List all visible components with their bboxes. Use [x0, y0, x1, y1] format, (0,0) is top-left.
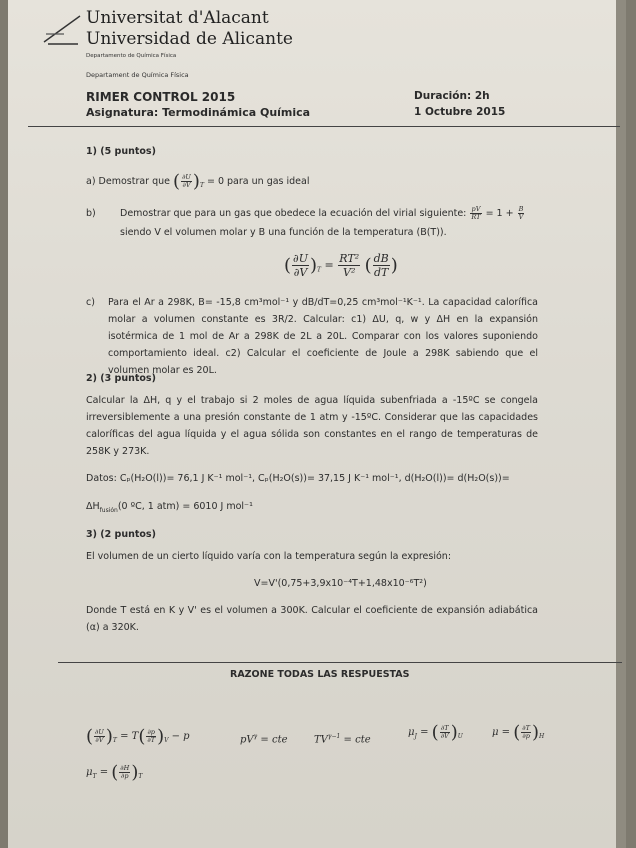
- q3-heading: 3) (2 puntos): [86, 529, 156, 540]
- q1-a-formula: ( $\frac{\partial U}{\partial V}$ )$_T$: [173, 171, 204, 192]
- exam-duration: Duración: 2h: [414, 90, 490, 102]
- formula-adiabatic-pv: $pV^\gamma$ = cte: [240, 733, 288, 746]
- exam-date: 1 Octubre 2015: [414, 106, 506, 118]
- reason-all-answers: RAZONE TODAS LAS RESPUESTAS: [230, 669, 410, 680]
- header-divider: [28, 126, 620, 127]
- q2-text: Calcular la ΔH, q y el trabajo si 2 moles de agua líquida subenfriada a -15ºC se congela irreversiblemente a una presión constante de 1 atm y -15ºC. Considerar que las capacidades caloríficas del agua líquida y el agua sólida son constantes en el rango de temperaturas de 258K y 273K.: [86, 395, 538, 457]
- virial-equation: $\frac{pV}{RT}$: [471, 205, 481, 221]
- q1-c-text: Para el Ar a 298K, B= -15,8 cm³mol⁻¹ y dB/dT=0,25 cm³mol⁻¹K⁻¹. La capacidad calorífica molar a volumen constante es 3R/2. Calcular: c1) ΔU, q, w y ΔH en la expansión isotérmica de 1 mol de Ar a 298K de 2L a 20L. Comparar con los valores suponiendo comportamiento ideal. c2) Calcular el coeficiente de Joule a 298K sabiendo que el volumen molar es 20L.: [108, 297, 538, 376]
- q3-equation: V=V'(0,75+3,9x10⁻⁴T+1,48x10⁻⁶T²): [254, 578, 427, 589]
- exam-subject: Asignatura: Termodinámica Química: [86, 106, 311, 119]
- fusion-subscript: fusión: [99, 507, 118, 514]
- department: Departament de Química Física: [86, 71, 189, 79]
- university-logo: [42, 14, 82, 50]
- formula-joule-coefficient: $\mu_J$ = ( $\frac{\partial T}{\partial V}$ )$_U$: [408, 722, 463, 743]
- q1-b-text2: siendo V el volumen molar y B una función de la temperatura (B(T)).: [120, 227, 447, 238]
- virial-equation-tail: = 1 +: [485, 208, 514, 219]
- q2-data1: Datos: Cₚ(H₂O(l))= 76,1 J K⁻¹ mol⁻¹, Cₚ(H₂O(s))= 37,15 J K⁻¹ mol⁻¹, d(H₂O(l))= d(H₂O(s))=: [86, 473, 510, 484]
- q2-heading: 2) (3 puntos): [86, 373, 156, 384]
- university-name-ca: Universitat d'Alacant: [86, 8, 269, 28]
- q1-a-text: a) Demostrar que: [86, 176, 170, 187]
- q1-a-tail: = 0 para un gas ideal: [206, 176, 310, 187]
- q1-b-label: b): [86, 208, 96, 219]
- exam-page: [8, 0, 626, 848]
- formula-maxwell: ( $\frac{\partial U}{\partial V}$ )$_T = T$( $\frac{\partial p}{\partial T}$ )$_V - p$: [86, 726, 190, 747]
- delta-h-symbol: ΔH: [86, 501, 100, 512]
- department-small: Departamento de Química Física: [86, 53, 177, 59]
- university-name-es: Universidad de Alicante: [86, 29, 293, 49]
- q1-b-equation: ( $\frac{\partial U}{\partial V}$ )$_T$ = $\frac{\text{RT²}}{\text{V²}}$ ( $\frac{dB}{dT}$ ): [284, 252, 398, 279]
- q1-b-text: [120, 205, 525, 222]
- q3-text: El volumen de un cierto líquido varía con la temperatura según la expresión:: [86, 551, 452, 562]
- page-edge: [616, 0, 626, 848]
- formula-isothermal-jt: $\mu_T$ = ( $\frac{\partial H}{\partial p}$ )$_T$: [86, 762, 143, 783]
- q1-b-sentence: Demostrar que para un gas que obedece la ecuación del virial siguiente:: [120, 208, 467, 219]
- delta-h-fusion-value: (0 ºC, 1 atm) = 6010 J mol⁻¹: [117, 501, 253, 512]
- formula-adiabatic-tv: $TV^{\gamma-1}$ = cte: [314, 733, 371, 746]
- exam-title: RIMER CONTROL 2015: [86, 90, 236, 104]
- q3-text2: Donde T está en K y V' es el volumen a 300K. Calcular el coeficiente de expansión adiabática (α) a 320K.: [86, 605, 538, 633]
- footer-divider: [58, 662, 622, 663]
- q2-data2: [86, 498, 253, 519]
- q1-a: [86, 173, 310, 194]
- virial-b-over-v: $\frac{B}{V}$: [518, 205, 524, 221]
- formula-joule-thomson: μ = ( $\frac{\partial T}{\partial p}$ )$_H$: [492, 722, 545, 743]
- formula-minus-p: − p: [171, 731, 190, 742]
- q1-c-label: c): [86, 297, 95, 308]
- q1-heading: 1) (5 puntos): [86, 146, 156, 157]
